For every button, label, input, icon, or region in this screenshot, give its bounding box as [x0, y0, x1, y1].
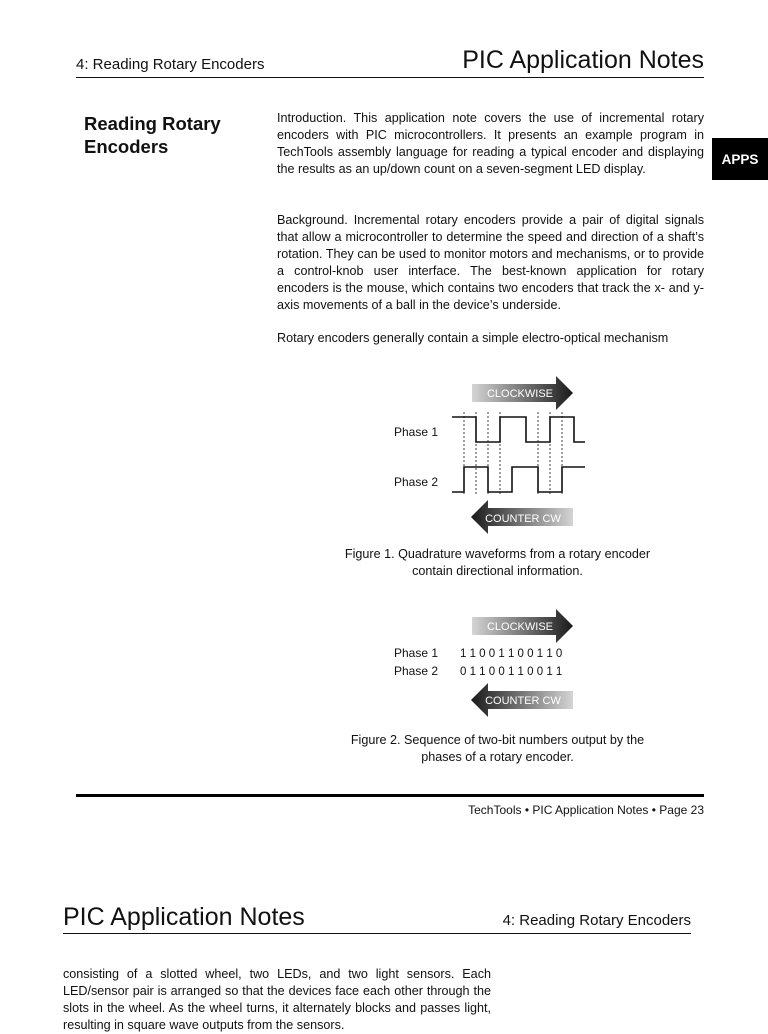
intro-paragraph: Introduction. This application note covers the use of incremental rotary encoders with PIC microcontrollers. It presents an example program in TechTools assembly language for reading a typical encoder and displaying the results as an up/down count on a seven-segment LED display. [277, 111, 704, 176]
phase1-label: Phase 1 [394, 646, 439, 660]
counter-cw-label: COUNTER CW [485, 513, 561, 525]
running-title: PIC Application Notes [63, 903, 305, 931]
continuation-paragraph: consisting of a slotted wheel, two LEDs, and two light sensors. Each LED/sensor pair is arranged so that the devices face each other through the slots in the wheel. As the wheel turns, it alternately blocks and passes light, resulting in square wave outputs from the sensors. [63, 967, 491, 1032]
rotary-paragraph: Rotary encoders generally contain a simple electro-optical mechanism [277, 331, 669, 345]
phase2-label: Phase 2 [394, 664, 439, 678]
header-rule [76, 77, 704, 78]
clockwise-label: CLOCKWISE [486, 621, 554, 633]
phase2-waveform [452, 467, 585, 492]
background-paragraph: Background. Incremental rotary encoders provide a pair of digital signals that allow a microcontroller to determine the speed and direction of a shaft’s rotation. They can be used to monitor motors and mechanisms, or to provide a control-knob user interface. The best-known application for rotary encoders is the mouse, which contains two encoders that track the x- and y-axis movements of a ball in the device’s underside. [277, 213, 704, 312]
phase2-bits: 0 1 1 0 0 1 1 0 0 1 1 [460, 666, 563, 678]
section-header: 4: Reading Rotary Encoders [502, 912, 691, 929]
figure-1-caption: Figure 1. Quadrature waveforms from a rotary encoder contain directional information. [344, 547, 651, 578]
page-footer: TechTools • PIC Application Notes • Page 23 [468, 803, 704, 817]
phase1-bits: 1 1 0 0 1 1 0 0 1 1 0 [460, 648, 563, 660]
running-title: PIC Application Notes [462, 46, 704, 74]
clockwise-label: CLOCKWISE [486, 388, 554, 400]
footer-rule [76, 794, 704, 797]
figure-2-caption: Figure 2. Sequence of two-bit numbers output by the phases of a rotary encoder. [350, 733, 645, 764]
section-header: 4: Reading Rotary Encoders [76, 56, 265, 73]
phase1-label: Phase 1 [394, 425, 439, 439]
figure-1-waveforms [380, 374, 600, 534]
article-title: Reading Rotary Encoders [84, 113, 221, 157]
phase2-label: Phase 2 [394, 475, 439, 489]
counter-cw-label: COUNTER CW [485, 695, 561, 707]
figure-2-sequence [380, 604, 600, 722]
header-rule [63, 933, 691, 934]
phase1-waveform [452, 417, 585, 442]
timing-guides [464, 412, 562, 496]
apps-tab: APPS [712, 138, 768, 180]
